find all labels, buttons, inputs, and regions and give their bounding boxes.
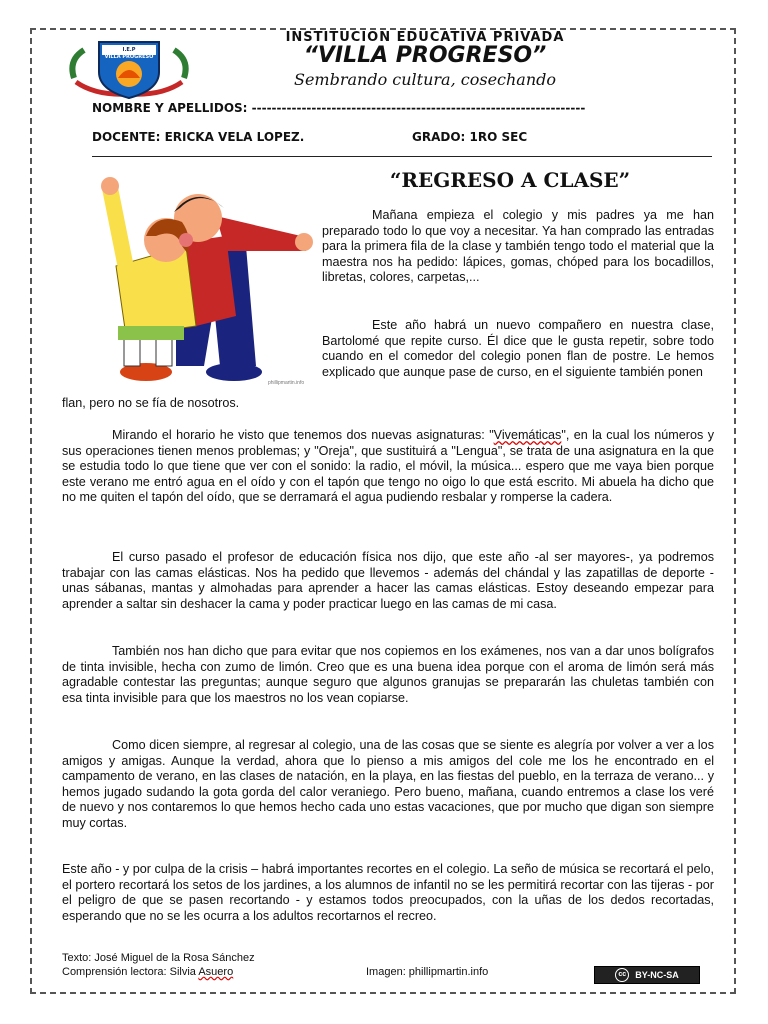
paragraph-3: Mirando el horario he visto que tenemos dos nuevas asignaturas: "Vivemáticas", en la cual los números y sus operaciones tienen menos problemas; y "Oreja", que sustituirá a "Lengua", se trata de una asignatura en la que se estudia todo lo que tiene que ver con el sonido: la radio, el móvil, la música... espero que me vaya bien porque este verano me entró agua en el oído y con el tapón que tengo no oigo lo que está escrito. Mi abuela ha dicho que no me quiten el tapón del oído, que se derramará el agua pudiendo resbalar y romperse la cadera. [62,428,714,505]
paragraph-6: Como dicen siempre, al regresar al colegio, una de las cosas que se siente es alegría por volver a ver a los amigos y amigas. Aunque la verdad, ahora que lo pienso a mis amigos del cole me los he encontrado en el campamento de verano, en las clases de natación, en la playa, en las fiestas del pueblo, en la terraza de verano... y hemos jugado sudando la gota gorda del calor veraniego. Pero bueno, mañana, cuando entremos a clase los veré de nuevo y nos contaremos lo que hemos hecho cada uno estas vacaciones, que por mucho que digan son siempre muy cortas. [62,738,714,830]
grade-field: GRADO: 1RO SEC [412,130,528,144]
school-logo [66,38,192,100]
misspelled-word: Vivemáticas [493,428,562,442]
story-title: “REGRESO A CLASE” [389,168,631,192]
text-author: Texto: José Miguel de la Rosa Sánchez [62,952,255,964]
svg-text:I.E.P: I.E.P [122,47,136,53]
header-divider [92,156,712,157]
institution-type: INSTITUCION EDUCATIVA PRIVADA [285,30,565,45]
paragraph-7: Este año - y por culpa de la crisis – habrá importantes recortes en el colegio. La seño de música se recortará el pelo, el portero recortará los setos de los jardines, a los alumnos de infantil no se les permitirá recortar con las tijeras - por el peligro de que se pasen recortando - y estamos todos preocupados, con la uñas de los dedos recortadas, esperando que no se les ocurra a los adultos recortarnos el recreo. [62,862,714,923]
school-motto: Sembrando cultura, cosechando [293,70,557,89]
creative-commons-icon: cc [615,968,629,982]
comprehension-author: Comprensión lectora: Silvia Asuero [62,966,234,978]
name-field: NOMBRE Y APELLIDOS: ------------------------------------------------------------------- [92,101,586,115]
svg-text:VILLA PROGRESO: VILLA PROGRESO [104,54,154,60]
paragraph-5: También nos han dicho que para evitar que nos copiemos en los exámenes, nos van a dar unos bolígrafos de tinta invisible, hecha con zumo de limón. Creo que es una buena idea porque con el aroma de limón será más agradable contestar las preguntas; aunque seguro que algunos granujas se prepararán las chuletas también con esa tinta invisible para que los maestros no los vean copiarse. [62,644,714,705]
image-credit: phillipmartin.info [268,380,305,386]
paragraph-2-end: flan, pero no se fía de nosotros. [62,396,240,410]
license-badge: cc BY-NC-SA [594,966,700,984]
children-hugging-illustration [96,176,314,386]
paragraph-2: Este año habrá un nuevo compañero en nuestra clase, Bartolomé que repite curso. Él dice que le gusta repetir, sobre todo cuando en el comedor del colegio ponen flan de postre. Le hemos explicado que aunque pase de curso, en el siguiente también ponen [322,318,714,379]
teacher-field: DOCENTE: ERICKA VELA LOPEZ. [92,130,305,144]
paragraph-1: Mañana empieza el colegio y mis padres ya me han preparado todo lo que voy a necesitar. Ya han comprado las entradas para la primera fila de la clase y también tengo todo el material que la maestra nos ha pedido: lápices, gomas, chóped para los bocadillos, libretas, colores, carpetas,... [322,208,714,285]
school-name: “VILLA PROGRESO” [303,43,547,68]
image-source: Imagen: phillipmartin.info [366,966,489,978]
paragraph-4: El curso pasado el profesor de educación física nos dijo, que este año -al ser mayores-, ya podremos trabajar con las camas elásticas. Nos ha pedido que llevemos - además del chándal y las zapatillas de deporte - unas sábanas, mantas y almohadas para aprender a hacer las camas elásticas. Estoy deseando empezar para aprender a saltar sin deshacer la cama y poder practicar luego en las camas de mi casa. [62,550,714,611]
